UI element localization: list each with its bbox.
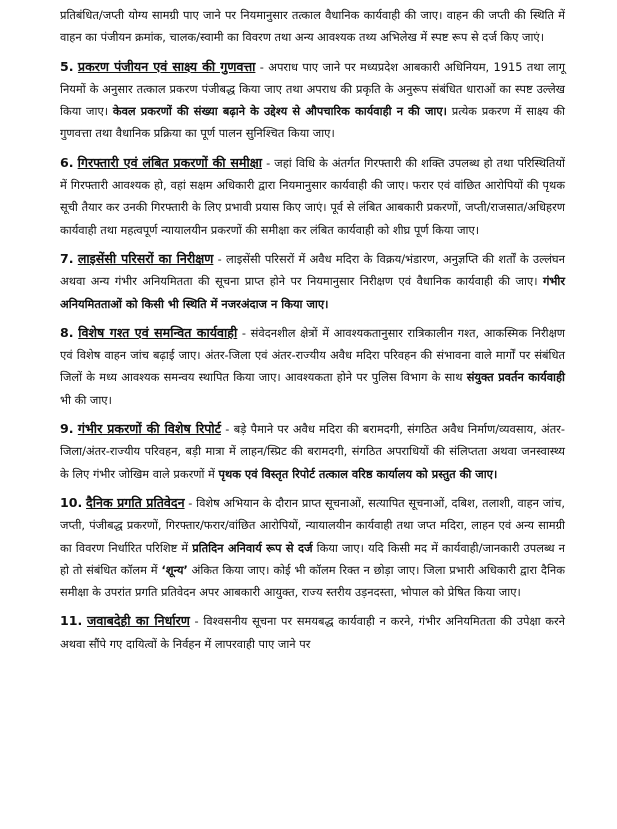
section-number: 6. bbox=[60, 154, 74, 170]
section-text: - लाइसेंसी परिसरों में अवैध मदिरा के विक्रय/भंडारण, अनुज्ञप्ति की शर्तों के उल्लंघन अथवा अन्य गंभीर अनियमितता की सूचना प्राप्त होने पर नियमानुसार निरीक्षण एवं वैधानिक कार्यवाही की जाए। bbox=[60, 251, 565, 289]
section-text: किया जाए। यदि किसी मद में कार्यवाही/जानकारी उपलब्ध न हो तो संबंधित कॉलम में bbox=[60, 540, 565, 577]
section-text: - विशेष अभियान के दौरान प्राप्त सूचनाओं, सत्यापित सूचनाओं, दबिश, तलाशी, वाहन जांच, जप्ती, पंजीबद्ध प्रकरणों, गिरफ्तार/फरार/वांछित आरोपियों, न्यायालयीन कार्यवाही तथा जप्त मदिरा, लाहन एवं अन्य सामग्री का विवरण निर्धारित परिशिष्ट में bbox=[60, 495, 565, 555]
section-heading: विशेष गश्त एवं समन्वित कार्यवाही bbox=[78, 324, 238, 340]
section-number: 10. bbox=[60, 494, 83, 510]
section-bold-text: ‘शून्य’ bbox=[161, 562, 188, 577]
section-heading: प्रकरण पंजीयन एवं साक्ष्य की गुणवत्ता bbox=[77, 58, 256, 74]
section-bold-text: केवल प्रकरणों की संख्या बढ़ाने के उद्देश्य से औपचारिक कार्यवाही न की जाए। bbox=[112, 104, 447, 119]
section-text: - बड़े पैमाने पर अवैध मदिरा की बरामदगी, संगठित अवैध निर्माण/व्यवसाय, अंतर-जिला/अंतर-राज्यीय परिवहन, बड़ी मात्रा में लाहन/स्प्रिट की बरामदगी, संगठित अपराधियों की संलिप्तता अथवा जनस्वास्थ्य के लिए गंभीर जोखिम वाले प्रकरणों में bbox=[60, 422, 565, 481]
section-bold-text: गंभीर अनियमितताओं को किसी भी स्थिति में नजरअंदाज न किया जाए। bbox=[60, 274, 565, 311]
section-bold-text: संयुक्त प्रवर्तन कार्यवाही bbox=[466, 370, 565, 385]
section-8 bbox=[60, 322, 565, 411]
section-text: - विश्वसनीय सूचना पर समयबद्ध कार्यवाही न करने, गंभीर अनियमितता की उपेक्षा करने अथवा सौंपे गए दायित्वों के निर्वहन में लापरवाही पाए जाने पर bbox=[60, 614, 565, 651]
paragraph-continuation bbox=[60, 4, 565, 49]
section-5 bbox=[60, 56, 565, 145]
section-heading: दैनिक प्रगति प्रतिवेदन bbox=[86, 494, 185, 510]
section-number: 8. bbox=[60, 324, 74, 340]
section-text: - जहां विधि के अंतर्गत गिरफ्तारी की शक्ति उपलब्ध हो तथा परिस्थितियों में गिरफ्तारी आवश्यक हो, वहां सक्षम अधिकारी द्वारा नियमानुसार कार्यवाही की जाए। फरार एवं वांछित आरोपियों की पृथक सूची तैयार कर उनकी गिरफ्तारी के लिए प्रभावी प्रयास किए जाएं। पूर्व से लंबित आबकारी प्रकरणों, जप्ती/राजसात/अधिहरण कार्यवाही तथा महत्वपूर्ण न्यायालयीन प्रकरणों की समीक्षा कर लंबित कार्यवाही को शीघ्र पूर्ण किया जाए। bbox=[60, 155, 565, 237]
section-10 bbox=[60, 492, 565, 603]
section-7 bbox=[60, 248, 565, 315]
section-heading: लाइसेंसी परिसरों का निरीक्षण bbox=[77, 250, 214, 266]
section-heading: जवाबदेही का निर्धारण bbox=[87, 613, 190, 629]
section-text: भी की जाए। bbox=[60, 392, 112, 407]
section-bold-text: पृथक एवं विस्तृत रिपोर्ट तत्काल वरिष्ठ कार्यालय को प्रस्तुत की जाए। bbox=[218, 466, 498, 481]
section-text: प्रत्येक प्रकरण में साक्ष्य की गुणवत्ता तथा वैधानिक प्रक्रिया का पूर्ण पालन सुनिश्चित किया जाए। bbox=[60, 104, 566, 141]
section-heading: गंभीर प्रकरणों की विशेष रिपोर्ट bbox=[77, 421, 222, 437]
paragraph-text: प्रतिबंधित/जप्ती योग्य सामग्री पाए जाने पर नियमानुसार तत्काल वैधानिक कार्यवाही की जाए। वाहन की जप्ती की स्थिति में वाहन का पंजीयन क्रमांक, चालक/स्वामी का विवरण तथा अन्य आवश्यक तथ्य अभिलेख में स्पष्ट रूप से दर्ज किए जाएं। bbox=[60, 8, 565, 45]
section-text: - संवेदनशील क्षेत्रों में आवश्यकतानुसार रात्रिकालीन गश्त, आकस्मिक निरीक्षण एवं विशेष वाहन जांच बढ़ाई जाए। अंतर-जिला एवं अंतर-राज्यीय अवैध मदिरा परिवहन की संभावना वाले मार्गों पर संबंधित जिलों के मध्य आवश्यक समन्वय स्थापित किया जाए। आवश्यकता होने पर पुलिस विभाग के साथ bbox=[60, 325, 565, 385]
section-number: 11. bbox=[60, 613, 83, 629]
section-11 bbox=[60, 610, 565, 655]
section-text: अंकित किया जाए। कोई भी कॉलम रिक्त न छोड़ा जाए। जिला प्रभारी अधिकारी द्वारा दैनिक समीक्षा के उपरांत प्रगति प्रतिवेदन अपर आबकारी आयुक्त, राज्य स्तरीय उड़नदस्ता, भोपाल को प्रेषित किया जाए। bbox=[60, 562, 565, 600]
section-heading: गिरफ्तारी एवं लंबित प्रकरणों की समीक्षा bbox=[77, 154, 262, 170]
section-number: 9. bbox=[60, 421, 74, 437]
section-6 bbox=[60, 152, 565, 241]
section-number: 7. bbox=[60, 250, 74, 266]
section-number: 5. bbox=[60, 58, 74, 74]
section-9 bbox=[60, 418, 565, 485]
section-text: - अपराध पाए जाने पर मध्यप्रदेश आबकारी अधिनियम, 1915 तथा लागू नियमों के अनुसार तत्काल प्रकरण पंजीबद्ध किया जाए तथा अपराध की प्रकृति के अनुरूप संबंधित धाराओं का स्पष्ट उल्लेख किया जाए। bbox=[60, 59, 565, 119]
section-bold-text: प्रतिदिन अनिवार्य रूप से दर्ज bbox=[192, 540, 313, 555]
